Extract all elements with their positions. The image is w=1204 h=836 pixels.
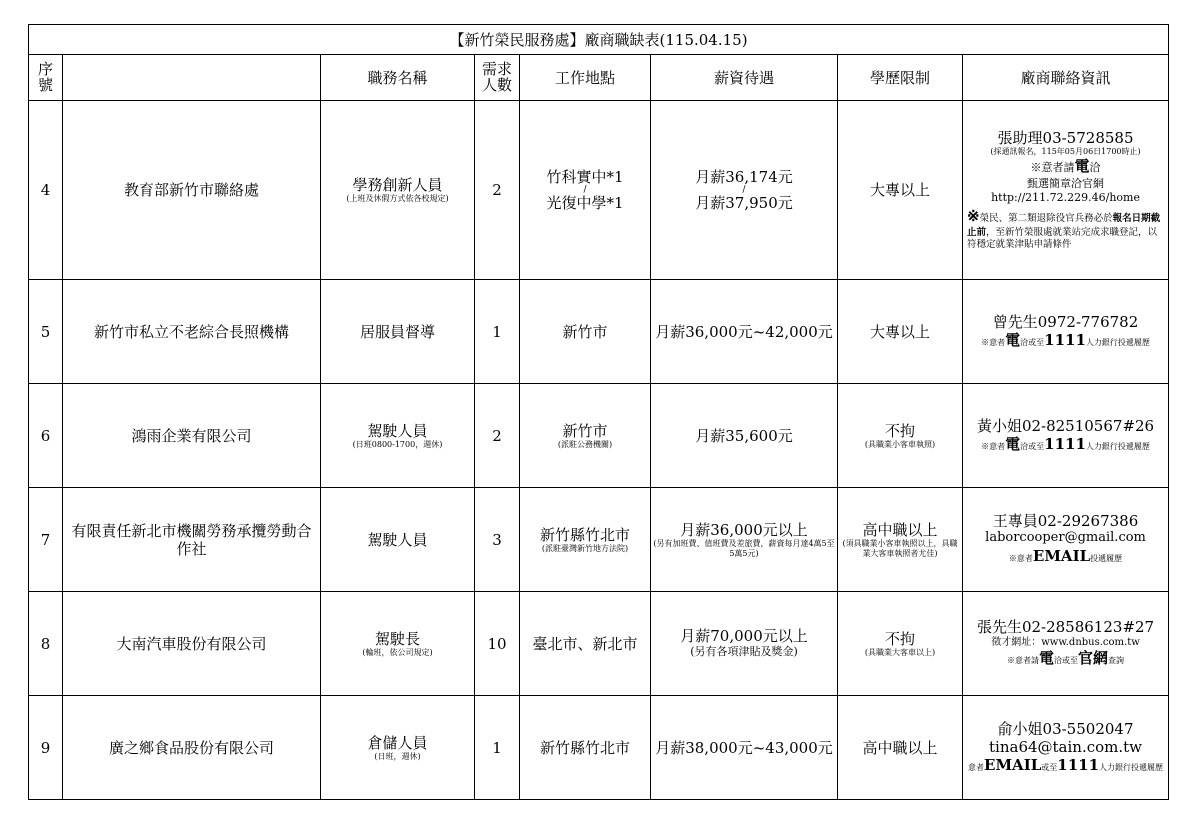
contact-cell [963, 280, 1169, 384]
location-cell [520, 384, 651, 488]
contact-instruction: ※意者電洽或至1111人力銀行投遞履歷 [981, 330, 1150, 349]
location: 新竹市 [520, 280, 651, 384]
location: 新竹縣竹北市 [539, 525, 630, 544]
contact-cell [963, 101, 1169, 280]
location: 新竹市 [562, 421, 608, 440]
location: 新竹縣竹北市 [520, 696, 651, 800]
contact-cell [963, 592, 1169, 696]
education: 高中職以上 [862, 520, 938, 539]
company-name: 新竹市私立不老綜合長照機構 [63, 280, 321, 384]
contact-url[interactable]: http://211.72.229.46/home [991, 190, 1140, 204]
table-row [29, 488, 1169, 592]
job-note: (輪班，依公司規定) [362, 647, 433, 657]
company-name: 教育部新竹市聯絡處 [63, 101, 321, 280]
contact-mark: ※意者請電洽 [1030, 157, 1101, 176]
salary-note: (另有各項津貼及獎金) [690, 645, 798, 659]
location-separator: / [583, 184, 587, 195]
row-index: 7 [29, 488, 63, 592]
education: 大專以上 [838, 101, 963, 280]
job-vacancy-table [28, 24, 1169, 800]
salary: 月薪36,000元~42,000元 [651, 280, 838, 384]
education-note: (須具職業小客車執照以上，具職業大客車執照者尤佳) [842, 538, 958, 558]
location-cell [520, 101, 651, 280]
salary: 月薪70,000元以上 [680, 627, 808, 646]
education-cell [838, 592, 963, 696]
job-title: 駕駛人員 [321, 488, 475, 592]
table-row [29, 384, 1169, 488]
header-company [63, 55, 321, 101]
job-note: (日班，週休) [374, 751, 421, 761]
job-note: (日班0800-1700，週休) [352, 439, 443, 449]
contact-instruction: ※意者請電洽或至官網查詢 [1007, 649, 1125, 668]
row-index: 4 [29, 101, 63, 280]
headcount: 10 [475, 592, 520, 696]
location-line-1: 竹科實中*1 [546, 167, 624, 186]
table-row [29, 101, 1169, 280]
job-cell [321, 696, 475, 800]
company-name: 廣之鄉食品股份有限公司 [63, 696, 321, 800]
company-name: 有限責任新北市機關勞務承攬勞動合作社 [63, 488, 321, 592]
table-row [29, 696, 1169, 800]
contact-cell [963, 696, 1169, 800]
contact-instruction: 意者EMAIL或至1111人力銀行投遞履歷 [968, 755, 1164, 774]
contact-phone: 黃小姐02-82510567#26 [976, 416, 1155, 435]
contact-instruction: ※意者電洽或至1111人力銀行投遞履歷 [981, 434, 1150, 453]
job-cell [321, 592, 475, 696]
contact-cell [963, 488, 1169, 592]
salary-cell [651, 488, 838, 592]
salary-note: (另有加班費、值班費及差旅費，薪資每月達4萬5至5萬5元) [653, 538, 835, 558]
education: 不拘 [884, 421, 915, 440]
education-cell [838, 384, 963, 488]
salary-separator: / [742, 184, 746, 195]
education: 大專以上 [838, 280, 963, 384]
header-row [29, 55, 1169, 101]
salary-cell [651, 101, 838, 280]
job-note: (上班及休假方式依各校規定) [346, 194, 449, 203]
contact-website[interactable]: 徵才網址：www.dnbus.com.tw [991, 637, 1140, 649]
header-salary: 薪資待遇 [651, 55, 838, 101]
contact-phone: 王專員02-29267386 [992, 512, 1139, 531]
headcount: 3 [475, 488, 520, 592]
row-index: 8 [29, 592, 63, 696]
contact-instruction: ※意者EMAIL投遞履歷 [1008, 547, 1123, 566]
header-index: 序號 [29, 55, 63, 101]
header-education: 學歷限制 [838, 55, 963, 101]
salary-cell [651, 592, 838, 696]
contact-phone: 張先生02-28586123#27 [976, 618, 1155, 637]
salary-line-1: 月薪36,174元 [695, 167, 793, 186]
job-title: 駕駛長 [374, 629, 420, 648]
table-row [29, 280, 1169, 384]
job-cell [321, 101, 475, 280]
headcount: 2 [475, 101, 520, 280]
table-title: 【新竹榮民服務處】廠商職缺表(115.04.15) [29, 25, 1169, 55]
salary: 月薪38,000元~43,000元 [651, 696, 838, 800]
row-index: 5 [29, 280, 63, 384]
row-index: 9 [29, 696, 63, 800]
contact-cell [963, 384, 1169, 488]
company-name: 大南汽車股份有限公司 [63, 592, 321, 696]
education: 不拘 [884, 629, 915, 648]
salary: 月薪35,600元 [651, 384, 838, 488]
company-name: 鴻雨企業有限公司 [63, 384, 321, 488]
location-cell [520, 488, 651, 592]
location-line-2: 光復中學*1 [546, 194, 624, 213]
row-index: 6 [29, 384, 63, 488]
location-note: (派駐臺灣新竹地方法院) [541, 543, 629, 553]
contact-phone: 俞小姐03-5502047 [997, 719, 1134, 738]
location-note: (派駐公務機關) [557, 439, 613, 449]
headcount: 2 [475, 384, 520, 488]
contact-phone: 曾先生0972-776782 [992, 312, 1139, 331]
job-title: 駕駛人員 [367, 421, 428, 440]
contact-portal: 甄選簡章洽官網 [1027, 176, 1105, 190]
salary-line-2: 月薪37,950元 [695, 194, 793, 213]
headcount: 1 [475, 696, 520, 800]
salary: 月薪36,000元以上 [680, 520, 808, 539]
contact-email[interactable]: tina64@tain.com.tw [989, 737, 1143, 756]
education-note: (具職業大客車以上) [864, 647, 936, 657]
education: 高中職以上 [838, 696, 963, 800]
education-note: (具職業小客車執照) [864, 439, 936, 449]
header-headcount: 需求人數 [475, 55, 520, 101]
header-location: 工作地點 [520, 55, 651, 101]
contact-deadline: (採通訊報名，115年05月06日1700時止) [990, 146, 1141, 156]
job-title: 居服員督導 [321, 280, 475, 384]
job-title: 學務創新人員 [352, 176, 443, 194]
job-title: 倉儲人員 [367, 733, 428, 752]
location: 臺北市、新北市 [520, 592, 651, 696]
header-contact: 廠商聯絡資訊 [963, 55, 1169, 101]
contact-note: ※榮民、第二類退除役官兵務必於報名日期截止前，至新竹榮服處就業站完成求職登記，以符穩定就業津貼申請條件 [967, 207, 1161, 250]
headcount: 1 [475, 280, 520, 384]
contact-phone: 張助理03-5728585 [997, 128, 1134, 147]
contact-email[interactable]: laborcooper@gmail.com [985, 530, 1146, 546]
header-job-title: 職務名稱 [321, 55, 475, 101]
education-cell [838, 488, 963, 592]
table-row [29, 592, 1169, 696]
job-cell [321, 384, 475, 488]
